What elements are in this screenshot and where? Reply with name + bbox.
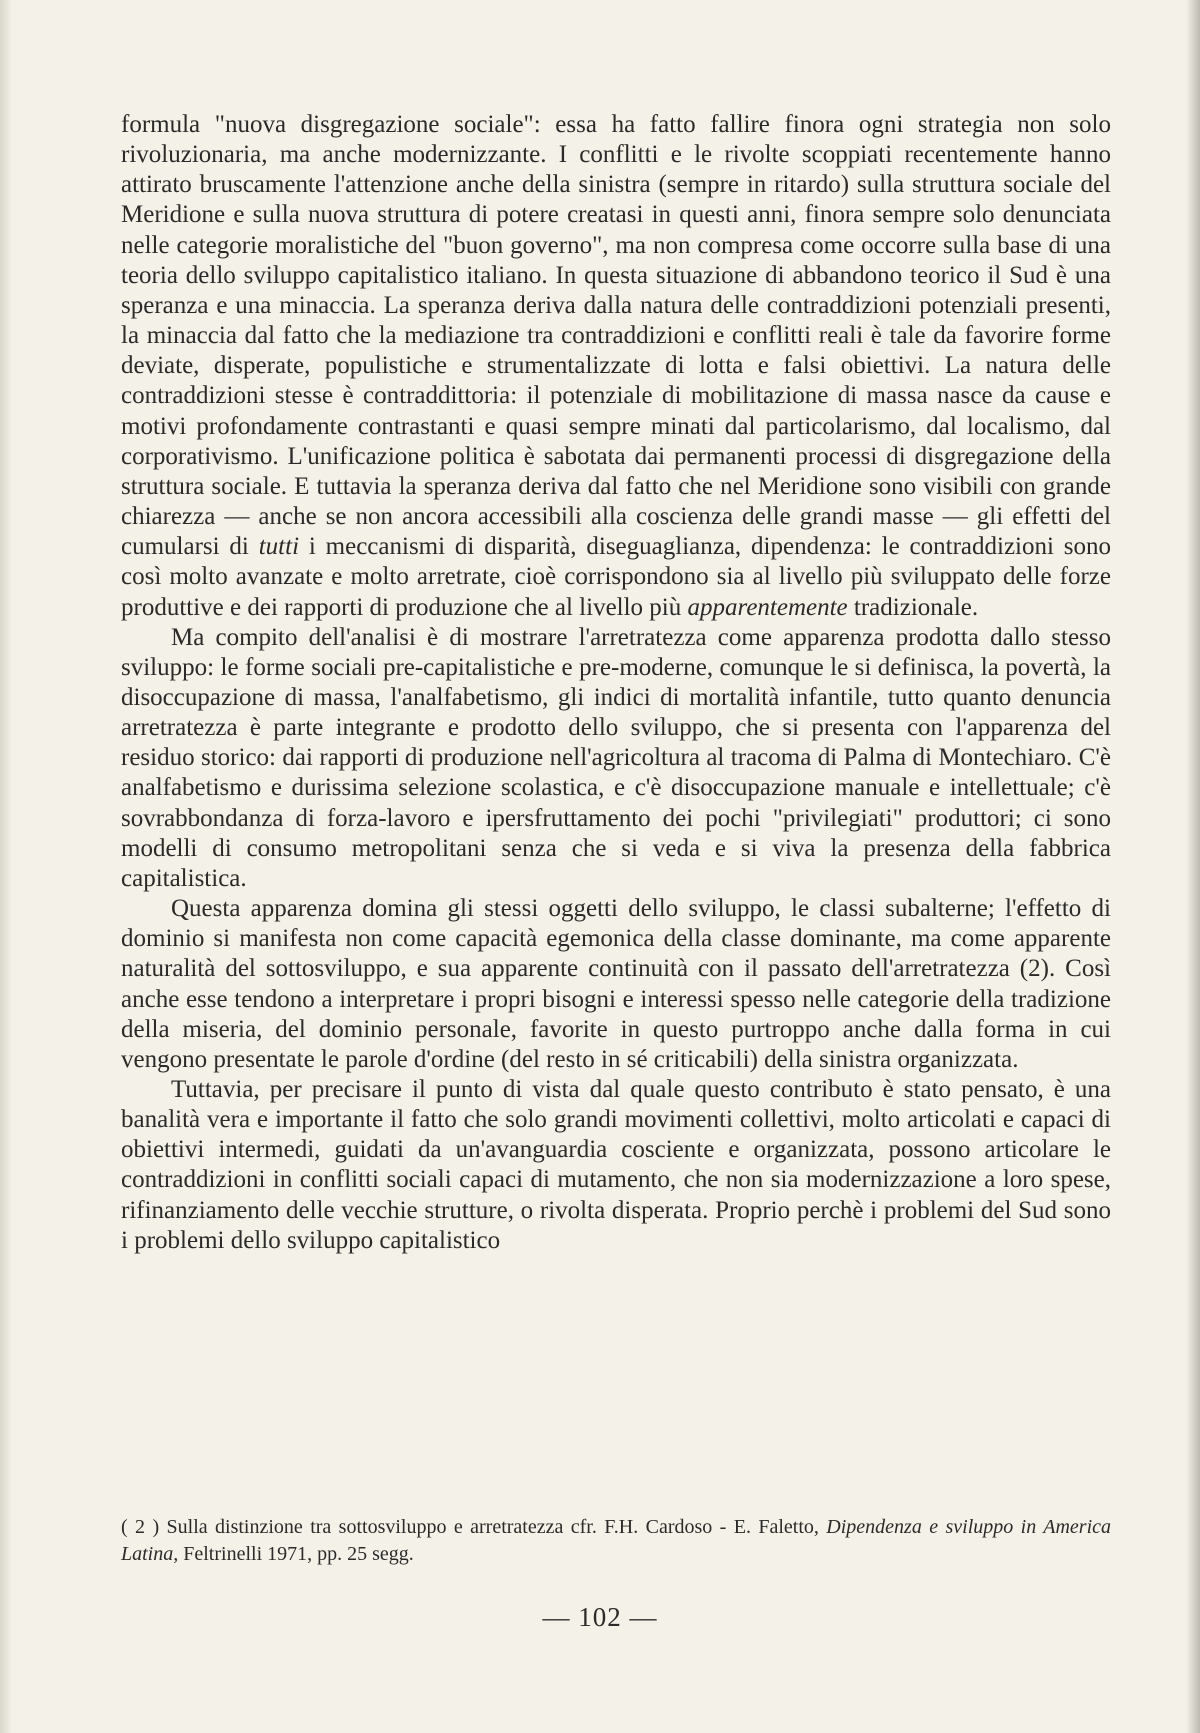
paragraph-4: Tuttavia, per precisare il punto di vista dal quale questo contributo è stato pensato, è una banalità vera e importante il fatto che solo grandi movimenti collettivi, molto articolati e capaci di obiettivi intermedi, guidati da un'avanguardia cosciente e organizzata, possono articolare le contraddizioni in conflitti sociali capaci di mutamento, che non sia modernizzazione a loro spese, rifinanziamento delle vecchie strutture, o rivolta disperata. Proprio perchè i problemi del Sud sono i problemi dello sviluppo capitalistico	[121, 1076, 1111, 1254]
paragraph-1	[121, 110, 1111, 623]
footnote-text-b: Feltrinelli 1971, pp. 25 segg.	[178, 1543, 414, 1565]
footnote	[121, 1514, 1111, 1568]
footnote-book-title: Dipendenza e sviluppo in America Latina,	[121, 1516, 1112, 1565]
footnote-text-a: Sulla distinzione tra sottosviluppo e arretratezza cfr. F.H. Cardoso - E. Faletto,	[159, 1516, 827, 1538]
page-number: — 102 —	[542, 1602, 658, 1632]
emphasis-apparentemente: apparentemente	[687, 593, 848, 621]
paragraph-1-part-b: i meccanismi di disparità, diseguaglianza, dipendenza: le contraddizioni sono così molto avanzate e molto arretrate, cioè corrispondono sia al livello più sviluppato delle forze produttive e dei rapporti di produzione che al livello più	[121, 533, 1112, 621]
paragraph-3: Questa apparenza domina gli stessi oggetti dello sviluppo, le classi subalterne; l'effetto di dominio si manifesta non come capacità egemonica della classe dominante, ma come apparente naturalità del sottosviluppo, e sua apparente continuità con il passato dell'arretratezza (2). Così anche esse tendono a interpretare i propri bisogni e interessi spesso nelle categorie della tradizione della miseria, del dominio personale, favorite in questo purtroppo anche dalla forma in cui vengono presentate le parole d'ordine (del resto in sé criticabili) della sinistra organizzata.	[121, 895, 1111, 1073]
main-text	[121, 110, 1111, 1256]
paragraph-1-part-c: tradizionale.	[847, 593, 979, 621]
paragraph-1-part-a: formula "nuova disgregazione sociale": essa ha fatto fallire finora ogni strategia non solo rivoluzionaria, ma anche modernizzante. I conflitti e le rivolte scoppiati recentemente hanno attirato bruscamente l'attenzione anche della sinistra (sempre in ritardo) sulla struttura sociale del Meridione e sulla nuova struttura di potere creatasi in questi anni, finora sempre solo denunciata nelle categorie moralistiche del "buon governo", ma non compresa come occorre sulla base di una teoria dello sviluppo capitalistico italiano. In questa situazione di abbandono teorico il Sud è una speranza e una minaccia. La speranza deriva dalla natura delle contraddizioni potenziali presenti, la minaccia dal fatto che la mediazione tra contraddizioni e conflitti reali è tale da favorire forme deviate, disperate, populistiche e strumentalizzate di lotta e falsi obiettivi. La natura delle contraddizioni stesse è contraddittoria: il potenziale di mobilitazione di massa nasce da cause e motivi profondamente contrastanti e quasi sempre minati dal particolarismo, dal localismo, dal corporativismo. L'unificazione politica è sabotata dai permanenti processi di disgregazione della struttura sociale. E tuttavia la speranza deriva dal fatto che nel Meridione sono visibili con grande chiarezza — anche se non ancora accessibili alla coscienza delle grandi masse — gli effetti del cumularsi di	[121, 111, 1111, 561]
paragraph-2: Ma compito dell'analisi è di mostrare l'arretratezza come apparenza prodotta dallo stesso sviluppo: le forme sociali pre-capitalistiche e pre-moderne, comunque le si definisca, la povertà, la disoccupazione di massa, l'analfabetismo, gli indici di mortalità infantile, tutto quanto denuncia arretratezza è parte integrante e prodotto dello sviluppo, che si presenta con l'apparenza del residuo storico: dai rapporti di produzione nell'agricoltura al tracoma di Palma di Montechiaro. C'è analfabetismo e durissima selezione scolastica, e c'è disoccupazione manuale e intellettuale; c'è sovrabbondanza di forza-lavoro e ipersfruttamento dei pochi "privilegiati" produttori; ci sono modelli di consumo metropolitani senza che si veda e si viva la presenza della fabbrica capitalistica.	[121, 623, 1111, 892]
footnote-marker: ( 2 )	[121, 1516, 160, 1538]
emphasis-tutti: tutti	[258, 533, 300, 561]
